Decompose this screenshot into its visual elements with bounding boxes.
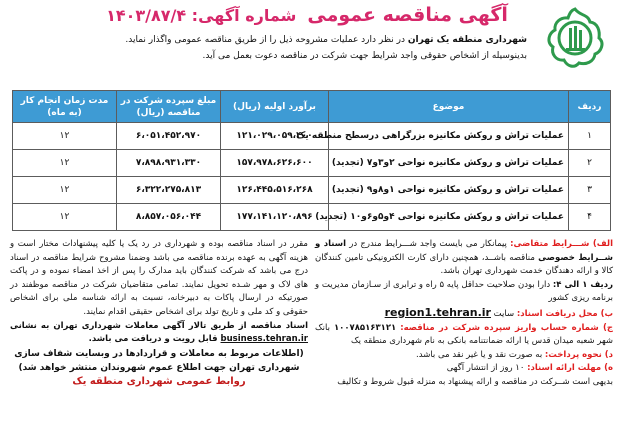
jim-label: ج) شماره حساب واریز سپرده شرکت در مناقصه: [400,322,613,333]
details-para2 [10,320,308,347]
row-duration: ۱۲ [13,204,117,231]
condition-radif [315,279,613,306]
alef-text: پیمانکار می بایست واجد شـــرایط مندرج در [346,239,511,249]
details-column [10,238,308,388]
table-row [13,204,611,231]
intro-org: شهرداری منطقه یک تهران [407,35,527,45]
row-subject: عملیات تراش و روکش مکانیزه بزرگراهی درسطح منطقه یک [329,123,569,150]
jim-text: بانک شهر شعبه میدان قدس یا ارائه ضمانتنامه بانکی به نام شهرداری منطقه یک [315,322,613,347]
account-number: ۱۰۰۷۸۵۱۶۳۱۲۱ [333,322,397,333]
row-estimate: ۱۵۷،۹۷۸،۶۲۶،۶۰۰ [221,150,329,177]
row-deposit: ۶،۳۲۲،۲۷۵،۸۱۳ [117,177,221,204]
table-header-row [13,91,611,123]
dal-text: به صورت نقد و یا غیر نقد می باشد. [416,349,545,360]
row-duration: ۱۲ [13,177,117,204]
alef-text2: مناقصه باشــد، همچنین دارای کارت الکترونیکی تامین کنندگان کالا و ارائه دهندگان خدمت شهرداری تهران باشد. [315,252,613,277]
alef-bold: اسناد و شــرایط خصوصی [315,239,613,263]
row-deposit: ۶،۰۵۱،۴۵۲،۹۷۰ [117,123,221,150]
intro-line2: بدینوسیله از اشخاص حقوقی واجد شرایط جهت شرکت در مناقصه دعوت بعمل می آید. [202,51,527,61]
row-estimate: ۱۷۷،۱۴۱،۱۲۰،۸۹۶ [221,204,329,231]
header-index: ردیف [569,91,611,123]
details-para1: مقرر در اسناد مناقصه بوده و شهرداری در رد یک یا کلیه پیشنهادات مختار است و هزینه آگهی به عهده برنده مناقصه می باشد وضمنا مشروح شرایط مناقصه در اسناد درج می باشد که شرکت کنندگان باید مدارک را پس از اخذ امضاء نموده و در پاکت های لاک و مهر شـده تحویل نمایند. تمامی متقاضیان شرکت در مناقصه موظفند در صورتیکه در ارسال پاکات به دبیرخانه، نسبت به ارائه شناسه ملی برای اشخاص حقوقی و کد ملی و تاریخ تولد برای اشخاص حقیقی اقدام نمایند. [10,239,308,317]
intro-text [97,32,527,64]
header-deposit: مبلغ سپرده شرکت در مناقصه (ریال) [117,91,221,123]
table-row [13,123,611,150]
para2-suffix: قابل رویت و دریافت می باشد. [88,334,221,345]
condition-be [315,306,613,322]
he-label: ه) مهلت ارائه اسناد: [527,363,613,374]
row-deposit: ۸،۸۵۷،۰۵۶،۰۴۴ [117,204,221,231]
table-row [13,177,611,204]
table-row [13,150,611,177]
row-subject: عملیات تراش و روکش مکانیزه نواحی ۴و۵و۶و۱۰ (تجدید) [329,204,569,231]
condition-final: بدیهی است شــرکت در مناقصه و ارائه پیشنهاد به منزله قبول شروط و تکالیف [337,376,613,387]
title-text: آگهی مناقصه عمومی [307,4,508,26]
public-relations-signature: روابط عمومی شهرداری منطقه یک [72,375,246,387]
condition-alef [315,238,613,279]
row-deposit: ۷،۸۹۸،۹۳۱،۳۳۰ [117,150,221,177]
row-estimate: ۱۲۶،۴۴۵،۵۱۶،۲۶۸ [221,177,329,204]
header-subject: موضوع [329,91,569,123]
row-subject: عملیات تراش و روکش مکانیزه نواحی ۱و۸و۹ (تجدید) [329,177,569,204]
radif-label: ردیف ۱ الی ۴: [552,279,614,290]
condition-he [315,362,613,376]
notice-title [87,4,527,26]
row-index: ۴ [569,204,611,231]
header-duration: مدت زمان انجام کار (به ماه) [13,91,117,123]
radif-text: دارا بودن صلاحیت حداقل پایه ۵ راه و ترابری از سـازمان مدیریت و برنامه ریزی کشور [315,279,613,304]
tehran-municipality-logo-icon [543,6,607,70]
notice-number: شماره آگهی: ۱۴۰۳/۸۷/۴ [106,6,297,25]
condition-jim [315,322,613,349]
tender-table [12,90,611,231]
documents-site-link[interactable]: region1.tehran.ir [384,305,491,319]
condition-dal [315,349,613,363]
row-duration: ۱۲ [13,123,117,150]
row-index: ۲ [569,150,611,177]
conditions-column [315,238,613,390]
para2-prefix: اسناد مناقصه از طریق تالار آگهی معاملات شهرداری تهران به نشانی [10,320,308,331]
he-text: ۱۰ روز از انتشار آگهی [446,363,528,374]
alef-label: الف) شـــرایط متقاضی: [510,239,613,249]
row-duration: ۱۲ [13,150,117,177]
row-index: ۳ [569,177,611,204]
row-subject: عملیات تراش و روکش مکانیزه نواحی ۲و۳و۷ (تجدید) [329,150,569,177]
row-estimate: ۱۲۱،۰۲۹،۰۵۹،۴۰۰ [221,123,329,150]
transparency-note: (اطلاعات مربوط به معاملات و قراردادها در وبسایت شفاف سازی شهرداری تهران جهت اطلاع عموم شهروندان منتشر خواهد شد) [14,348,304,373]
be-label: ب) محل دریافت اسناد: [516,308,613,319]
business-site-link[interactable]: business.tehran.ir [220,334,308,345]
intro-line1: در نظر دارد عملیات مشروحه ذیل را از طریق مناقصه عمومی واگذار نماید. [125,35,408,45]
dal-label: د) نحوه پرداخت: [544,349,613,360]
row-index: ۱ [569,123,611,150]
be-text: سایت [490,308,517,319]
header-estimate: برآورد اولیه (ریال) [221,91,329,123]
